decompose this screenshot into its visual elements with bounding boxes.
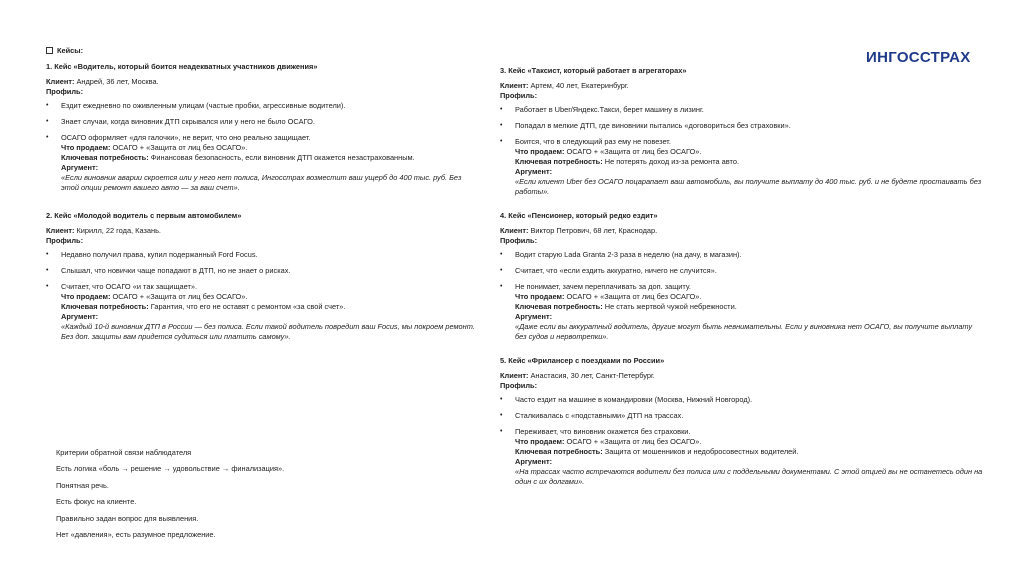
criteria-item: Понятная речь. — [56, 480, 109, 490]
need-line: Ключевая потребность: Не стать жертвой чужой небрежности. — [515, 301, 737, 311]
need-line: Ключевая потребность: Финансовая безопасность, если виновник ДТП окажется незастрахованным. — [61, 152, 415, 162]
criteria-heading: Критерии обратной связи наблюдателя — [56, 448, 192, 457]
case-title: 1. Кейс «Водитель, который боится неадекватных участников движения» — [46, 61, 318, 71]
criteria-item: Правильно задан вопрос для выявления. — [56, 513, 199, 523]
bullet-item: • Попадал в мелкие ДТП, где виновники пытались «договориться без страховки». — [500, 121, 985, 131]
bullet-item: • Недавно получил права, купил подержанный Ford Focus. — [46, 250, 476, 260]
criteria-item: Нет «давления», есть разумное предложение. — [56, 530, 216, 540]
argument-label: Аргумент: — [61, 162, 99, 172]
argument-text: «На трассах часто встречаются водители без полиса или с поддельными документами. С этой опцией вы не останетесь один на один с их долгами». — [515, 466, 983, 486]
argument-label: Аргумент: — [515, 311, 553, 321]
case-bullets — [46, 101, 476, 193]
company-logo: ИНГОССТРАХ — [866, 49, 971, 66]
section-heading — [46, 46, 476, 56]
section-heading-label: Кейсы: — [57, 46, 84, 55]
argument-label: Аргумент: — [515, 456, 553, 466]
case-title: 5. Кейс «Фрилансер с поездками по России» — [500, 355, 665, 365]
client-line — [46, 226, 476, 236]
bullet-item: • Сталкивалась с «подставными» ДТП на трассах. — [500, 411, 985, 421]
bullet-item: • Не понимает, зачем переплачивать за доп. защиту. Что продаем: ОСАГО + «Защита от лиц без ОСАГО». Ключевая потребность: Не стать жертвой чужой небрежности. Аргумент: «Даже если вы аккуратный водитель, другие могут быть невнимательны. Если у виновника нет ОСАГО, вы получите выплату без судов и нервотрепки». — [500, 282, 985, 342]
bullet-item: • Переживает, что виновник окажется без страховки. Что продаем: ОСАГО + «Защита от лиц без ОСАГО». Ключевая потребность: Защита от мошенников и недобросовестных водителей. Аргумент: «На трассах часто встречаются водители без полиса или с поддельными документами. С этой опцией вы не останетесь один на один с их долгами». — [500, 427, 985, 487]
bullet-item: • Водит старую Lada Granta 2-3 раза в неделю (на дачу, в магазин). — [500, 250, 985, 260]
selling-line: Что продаем: ОСАГО + «Защита от лиц без ОСАГО». — [515, 146, 702, 156]
bullet-item: • Часто ездит на машине в командировки (Москва, Нижний Новгород). — [500, 395, 985, 405]
client-value: Артем, 40 лет, Екатеринбург. — [530, 80, 629, 90]
bullet-item: • Знает случаи, когда виновник ДТП скрывался или у него не было ОСАГО. — [46, 117, 476, 127]
client-label: Клиент: — [500, 225, 529, 235]
case-bullets — [500, 250, 985, 342]
client-value: Виктор Петрович, 68 лет, Краснодар. — [530, 225, 658, 235]
client-value: Анастасия, 30 лет, Санкт-Петербург. — [530, 370, 655, 380]
case-bullets — [500, 395, 985, 487]
client-line — [500, 81, 985, 91]
bullet-item: • Ездит ежедневно по оживленным улицам (частые пробки, агрессивные водители). — [46, 101, 476, 111]
argument-text: «Если виновник аварии скроется или у него нет полиса, Ингосстрах возместит ваш ущерб до 400 тыс. руб. Без этой опции ремонт вашего авто — за ваш счет». — [61, 172, 462, 192]
selling-line: Что продаем: ОСАГО + «Защита от лиц без ОСАГО». — [515, 291, 702, 301]
client-label: Клиент: — [46, 76, 75, 86]
case-title: 3. Кейс «Таксист, который работает в агрегаторах» — [500, 66, 687, 75]
checkbox-icon — [46, 47, 53, 54]
selling-line: Что продаем: ОСАГО + «Защита от лиц без ОСАГО». — [515, 436, 702, 446]
bullet-item: • Считает, что ОСАГО «и так защищает». Что продаем: ОСАГО + «Защита от лиц без ОСАГО». Ключевая потребность: Гарантия, что его не оставят с ремонтом «за свой счет». Аргумент: «Каждый 10-й виновник ДТП в России — без полиса. Если такой водитель повредит ваш Focus, мы покроем ремонт. Без доп. защиты вам придется судиться или платить самому». — [46, 282, 476, 342]
argument-label: Аргумент: — [515, 166, 553, 176]
case-1 — [46, 62, 476, 193]
bullet-item: • Боится, что в следующий раз ему не повезет. Что продаем: ОСАГО + «Защита от лиц без ОСАГО». Ключевая потребность: Не потерять доход из-за ремонта авто. Аргумент: «Если клиент Uber без ОСАГО поцарапает ваш автомобиль, вы получите выплату до 400 тыс. руб. и не будете простаивать без работы». — [500, 137, 985, 197]
argument-text: «Даже если вы аккуратный водитель, другие могут быть невнимательны. Если у виновника нет ОСАГО, вы получите выплату без судов и нервотрепки». — [515, 321, 973, 341]
case-title: 4. Кейс «Пенсионер, который редко ездит» — [500, 210, 658, 220]
profile-label: Профиль: — [46, 86, 84, 96]
need-line: Ключевая потребность: Гарантия, что его не оставят с ремонтом «за свой счет». — [61, 301, 346, 311]
criteria-item: Есть фокус на клиенте. — [56, 497, 137, 507]
profile-label: Профиль: — [500, 380, 538, 390]
client-label: Клиент: — [46, 225, 75, 235]
client-value: Андрей, 36 лет, Москва. — [76, 76, 159, 86]
client-label: Клиент: — [500, 370, 529, 380]
case-4 — [500, 211, 985, 342]
left-column — [46, 46, 476, 356]
bullet-item: • ОСАГО оформляет «для галочки», не верит, что оно реально защищает. Что продаем: ОСАГО + «Защита от лиц без ОСАГО». Ключевая потребность: Финансовая безопасность, если виновник ДТП окажется незастрахованным. Аргумент: «Если виновник аварии скроется или у него нет полиса, Ингосстрах возместит ваш ущерб до 400 тыс. руб. Без этой опции ремонт вашего авто — за ваш счет». — [46, 133, 476, 193]
need-line: Ключевая потребность: Не потерять доход из-за ремонта авто. — [515, 156, 740, 166]
criteria-item: Есть логика «боль → решение → удовольствие → финализация». — [56, 464, 285, 474]
case-bullets — [500, 105, 985, 197]
client-value: Кирилл, 22 года, Казань. — [76, 225, 161, 235]
case-bullets — [46, 250, 476, 342]
case-title: 2. Кейс «Молодой водитель с первым автомобилем» — [46, 210, 242, 220]
profile-label: Профиль: — [46, 235, 84, 245]
client-line — [500, 371, 985, 381]
right-column — [500, 66, 985, 500]
case-2 — [46, 211, 476, 342]
bullet-item: • Слышал, что новички чаще попадают в ДТП, но не знает о рисках. — [46, 266, 476, 276]
client-line — [46, 77, 476, 87]
client-label: Клиент: — [500, 80, 529, 90]
bullet-item: • Работает в Uber/Яндекс.Такси, берет машину в лизинг. — [500, 105, 985, 115]
bullet-item: • Считает, что «если ездить аккуратно, ничего не случится». — [500, 266, 985, 276]
argument-text: «Каждый 10-й виновник ДТП в России — без полиса. Если такой водитель повредит ваш Focus, мы покроем ремонт. Без доп. защиты вам придется судиться или платить самому». — [61, 321, 475, 341]
selling-line: Что продаем: ОСАГО + «Защита от лиц без ОСАГО». — [61, 291, 248, 301]
case-3 — [500, 66, 985, 197]
profile-label: Профиль: — [500, 90, 538, 100]
need-line: Ключевая потребность: Защита от мошенников и недобросовестных водителей. — [515, 446, 799, 456]
argument-text: «Если клиент Uber без ОСАГО поцарапает ваш автомобиль, вы получите выплату до 400 тыс. руб. и не будете простаивать без работы». — [515, 176, 982, 196]
selling-line: Что продаем: ОСАГО + «Защита от лиц без ОСАГО». — [61, 142, 248, 152]
feedback-criteria — [56, 448, 356, 547]
case-5 — [500, 356, 985, 487]
profile-label: Профиль: — [500, 235, 538, 245]
client-line — [500, 226, 985, 236]
argument-label: Аргумент: — [61, 311, 99, 321]
